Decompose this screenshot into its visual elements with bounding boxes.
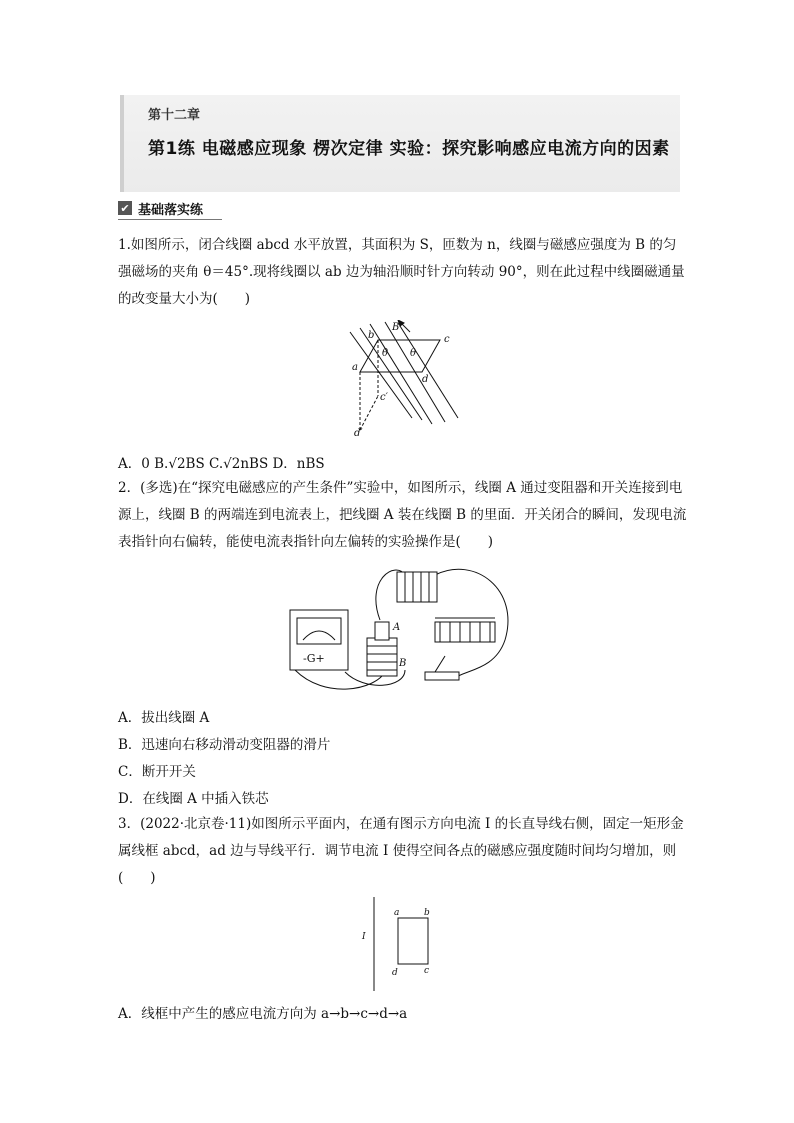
q3-text: 3．(2022·北京卷·11)如图所示平面内，在通有图示方向电流 I 的长直导线右侧，固定一矩形金属线框 abcd，ad 边与导线平行．调节电流 I 使得空间各点的磁感应强度随时间均匀增加，则( ) (118, 816, 684, 886)
label-d-prime: d′ (354, 428, 363, 438)
label-B: B (392, 322, 400, 333)
galvanometer-label: -G+ (303, 652, 325, 665)
label-theta-2: θ (410, 348, 417, 359)
q2-text: 2．(多选)在“探究电磁感应的产生条件”实验中，如图所示，线圈 A 通过变阻器和开关连接到电源上，线圈 B 的两端连到电流表上，把线圈 A 装在线圈 B 的里面．开关闭合的瞬间，发现电流表指针向右偏转，能使电流表指针向左偏转的实验操作是( ) (118, 480, 687, 550)
section-label: 基础落实练 (138, 202, 204, 218)
label-b: b (368, 330, 375, 341)
label-d: d (392, 968, 398, 978)
current-label: I (362, 932, 366, 942)
q3-figure (360, 893, 440, 993)
chapter-label: 第十二章 (148, 108, 201, 123)
checkmark-icon: ✔ (118, 201, 132, 215)
label-d: d (422, 374, 429, 385)
label-c-prime: c′ (380, 392, 388, 403)
q2-figure (285, 560, 525, 696)
q3-option-a: A．线框中产生的感应电流方向为 a→b→c→d→a (118, 1006, 408, 1022)
coil-a-label: A (393, 622, 401, 633)
q2-option-a: A．拔出线圈 A (118, 710, 210, 726)
q1-options: A．0 B.√2BS C.√2nBS D．nBS (118, 456, 325, 472)
q2-option-c: C．断开开关 (118, 764, 196, 780)
section-tag (118, 198, 203, 218)
label-a: a (394, 908, 400, 918)
label-c: c (424, 966, 430, 976)
page-title: 第1练 电磁感应现象 楞次定律 实验：探究影响感应电流方向的因素 (148, 139, 670, 159)
label-b: b (424, 908, 430, 918)
label-a: a (352, 362, 358, 373)
q1-text: 1.如图所示，闭合线圈 abcd 水平放置，其面积为 S，匝数为 n，线圈与磁感应强度为 B 的匀强磁场的夹角 θ＝45°.现将线圈以 ab 边为轴沿顺时针方向转动 90°，则在此过程中线圈磁通量的改变量大小为( ) (118, 237, 685, 307)
section-underline (118, 219, 222, 220)
q1-figure (340, 320, 470, 438)
label-theta-1: θ (382, 348, 389, 359)
q2-option-d: D．在线圈 A 中插入铁芯 (118, 791, 269, 807)
q2-option-b: B．迅速向右移动滑动变阻器的滑片 (118, 737, 331, 753)
label-c: c (444, 334, 450, 345)
coil-b-label: B (399, 658, 407, 669)
